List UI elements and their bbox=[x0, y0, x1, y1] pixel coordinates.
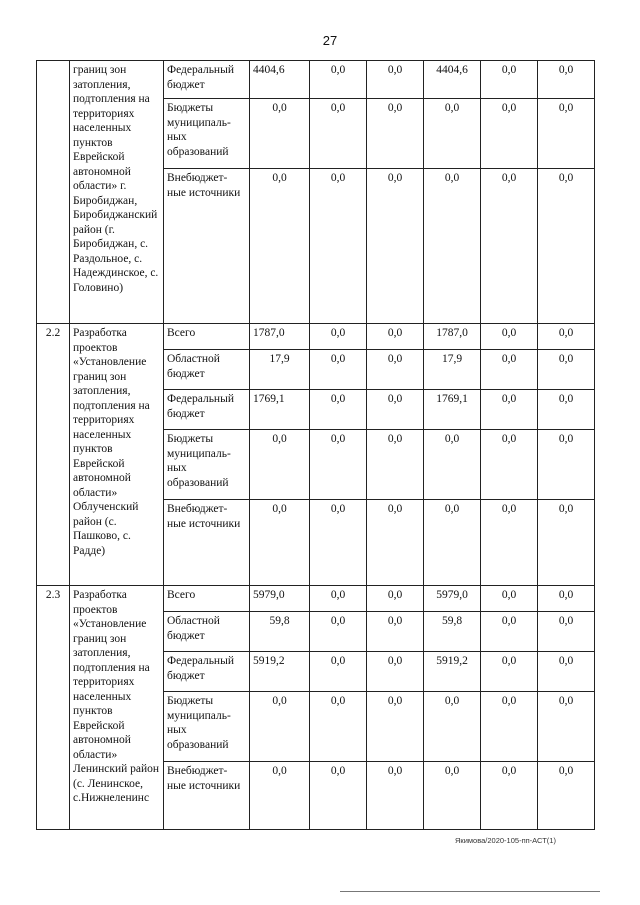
value-cell: 1769,1 bbox=[250, 390, 310, 430]
value-cell: 17,9 bbox=[250, 350, 310, 390]
footer-code: Якимова/2020-105-пп-АСТ(1) bbox=[455, 836, 556, 845]
value-cell: 0,0 bbox=[538, 390, 595, 430]
funding-source: Внебюджет-ные источники bbox=[164, 762, 250, 830]
value-cell: 5979,0 bbox=[424, 586, 481, 612]
value-cell: 5979,0 bbox=[250, 586, 310, 612]
value-cell: 0,0 bbox=[424, 500, 481, 586]
funding-source: Федеральный бюджет bbox=[164, 652, 250, 692]
value-cell: 0,0 bbox=[310, 324, 367, 350]
value-cell: 1787,0 bbox=[250, 324, 310, 350]
value-cell: 0,0 bbox=[481, 652, 538, 692]
section-title: Разработка проектов «Установление границ зон затопления, подтопления на территориях населенных пунктов Еврейской автономной области» Ленинский район (с. Ленинское, с.Нижнеленинс bbox=[70, 586, 164, 830]
value-cell: 0,0 bbox=[367, 390, 424, 430]
section-number bbox=[37, 61, 70, 324]
value-cell: 0,0 bbox=[367, 350, 424, 390]
funding-source: Внебюджет-ные источники bbox=[164, 500, 250, 586]
value-cell: 0,0 bbox=[538, 99, 595, 169]
value-cell: 0,0 bbox=[538, 61, 595, 99]
value-cell: 0,0 bbox=[481, 762, 538, 830]
value-cell: 0,0 bbox=[481, 430, 538, 500]
value-cell: 0,0 bbox=[310, 61, 367, 99]
bottom-rule bbox=[340, 891, 600, 892]
value-cell: 0,0 bbox=[367, 169, 424, 324]
value-cell: 0,0 bbox=[481, 324, 538, 350]
value-cell: 0,0 bbox=[538, 692, 595, 762]
value-cell: 0,0 bbox=[481, 390, 538, 430]
value-cell: 0,0 bbox=[538, 586, 595, 612]
value-cell: 0,0 bbox=[481, 350, 538, 390]
value-cell: 0,0 bbox=[310, 692, 367, 762]
section-number: 2.3 bbox=[37, 586, 70, 830]
funding-source: Областной бюджет bbox=[164, 612, 250, 652]
value-cell: 0,0 bbox=[310, 762, 367, 830]
funding-source: Федеральный бюджет bbox=[164, 61, 250, 99]
section-title: Разработка проектов «Установление границ зон затопления, подтопления на территориях населенных пунктов Еврейской автономной области» Облученский район (с. Пашково, с. Радде) bbox=[70, 324, 164, 586]
value-cell: 0,0 bbox=[538, 762, 595, 830]
value-cell: 0,0 bbox=[367, 692, 424, 762]
funding-source: Бюджеты муниципаль-ных образований bbox=[164, 99, 250, 169]
value-cell: 0,0 bbox=[367, 586, 424, 612]
value-cell: 0,0 bbox=[481, 586, 538, 612]
value-cell: 4404,6 bbox=[250, 61, 310, 99]
table-row bbox=[37, 61, 595, 99]
value-cell: 0,0 bbox=[538, 652, 595, 692]
funding-source: Всего bbox=[164, 324, 250, 350]
value-cell: 0,0 bbox=[250, 430, 310, 500]
value-cell: 0,0 bbox=[367, 762, 424, 830]
value-cell: 0,0 bbox=[367, 324, 424, 350]
value-cell: 0,0 bbox=[481, 500, 538, 586]
value-cell: 0,0 bbox=[424, 762, 481, 830]
funding-source: Внебюджет-ные источники bbox=[164, 169, 250, 324]
funding-source: Областной бюджет bbox=[164, 350, 250, 390]
value-cell: 0,0 bbox=[310, 99, 367, 169]
value-cell: 0,0 bbox=[310, 430, 367, 500]
value-cell: 0,0 bbox=[538, 612, 595, 652]
value-cell: 0,0 bbox=[310, 652, 367, 692]
table-row bbox=[37, 324, 595, 350]
value-cell: 0,0 bbox=[481, 612, 538, 652]
value-cell: 1769,1 bbox=[424, 390, 481, 430]
section-title: границ зон затопления, подтопления на территориях населенных пунктов Еврейской автономной области» г. Биробиджан, Биробиджанский район (г. Биробиджан, с. Раздольное, с. Надеждинское, с. Головино) bbox=[70, 61, 164, 324]
value-cell: 59,8 bbox=[424, 612, 481, 652]
value-cell: 0,0 bbox=[481, 99, 538, 169]
table-row bbox=[37, 586, 595, 612]
value-cell: 0,0 bbox=[367, 430, 424, 500]
value-cell: 5919,2 bbox=[424, 652, 481, 692]
value-cell: 0,0 bbox=[367, 99, 424, 169]
value-cell: 5919,2 bbox=[250, 652, 310, 692]
value-cell: 0,0 bbox=[481, 61, 538, 99]
value-cell: 0,0 bbox=[250, 500, 310, 586]
value-cell: 0,0 bbox=[481, 169, 538, 324]
value-cell: 0,0 bbox=[424, 169, 481, 324]
value-cell: 0,0 bbox=[310, 169, 367, 324]
value-cell: 0,0 bbox=[424, 99, 481, 169]
value-cell: 59,8 bbox=[250, 612, 310, 652]
value-cell: 0,0 bbox=[424, 692, 481, 762]
value-cell: 0,0 bbox=[424, 430, 481, 500]
value-cell: 0,0 bbox=[250, 169, 310, 324]
value-cell: 0,0 bbox=[538, 430, 595, 500]
value-cell: 0,0 bbox=[367, 61, 424, 99]
budget-table bbox=[36, 60, 595, 830]
value-cell: 0,0 bbox=[367, 612, 424, 652]
value-cell: 0,0 bbox=[481, 692, 538, 762]
value-cell: 0,0 bbox=[310, 612, 367, 652]
value-cell: 0,0 bbox=[250, 99, 310, 169]
value-cell: 0,0 bbox=[250, 762, 310, 830]
value-cell: 4404,6 bbox=[424, 61, 481, 99]
funding-source: Федеральный бюджет bbox=[164, 390, 250, 430]
funding-source: Бюджеты муниципаль-ных образований bbox=[164, 692, 250, 762]
funding-source: Всего bbox=[164, 586, 250, 612]
value-cell: 17,9 bbox=[424, 350, 481, 390]
funding-source: Бюджеты муниципаль-ных образований bbox=[164, 430, 250, 500]
value-cell: 1787,0 bbox=[424, 324, 481, 350]
value-cell: 0,0 bbox=[310, 500, 367, 586]
value-cell: 0,0 bbox=[367, 500, 424, 586]
value-cell: 0,0 bbox=[250, 692, 310, 762]
value-cell: 0,0 bbox=[538, 324, 595, 350]
value-cell: 0,0 bbox=[538, 350, 595, 390]
value-cell: 0,0 bbox=[310, 586, 367, 612]
page-number: 27 bbox=[322, 33, 338, 48]
value-cell: 0,0 bbox=[310, 390, 367, 430]
value-cell: 0,0 bbox=[538, 500, 595, 586]
value-cell: 0,0 bbox=[367, 652, 424, 692]
value-cell: 0,0 bbox=[538, 169, 595, 324]
value-cell: 0,0 bbox=[310, 350, 367, 390]
section-number: 2.2 bbox=[37, 324, 70, 586]
